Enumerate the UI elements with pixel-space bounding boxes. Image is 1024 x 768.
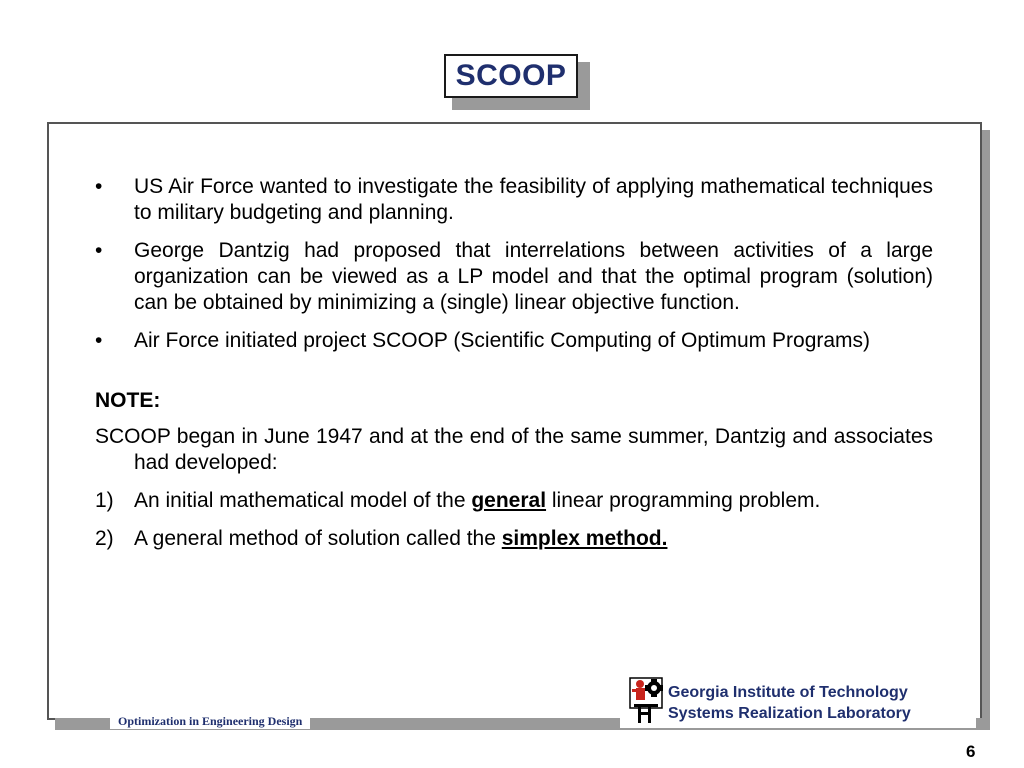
note-intro: SCOOP began in June 1947 and at the end of the same summer, Dantzig and associates had developed: [95, 425, 933, 474]
gear-figure-logo-icon [624, 674, 668, 733]
course-name: Optimization in Engineering Design [110, 714, 310, 729]
bullet-marker: • [95, 175, 103, 198]
item-text-before: A general method of solution called the [134, 527, 502, 550]
numbered-item [95, 488, 933, 514]
item-text-after: linear programming problem. [546, 489, 821, 512]
bullet-text: US Air Force wanted to investigate the feasibility of applying mathematical techniques to military budgeting and planning. [134, 175, 933, 224]
institute-logo-block [620, 674, 976, 728]
bullet-marker: • [95, 329, 103, 352]
bullet-item [95, 328, 933, 354]
emphasis-simplex-method: simplex method. [501, 527, 668, 550]
numbered-item [95, 526, 933, 552]
bullet-item [95, 238, 933, 316]
bullet-text: Air Force initiated project SCOOP (Scientific Computing of Optimum Programs) [134, 329, 871, 352]
bullet-marker: • [95, 239, 103, 262]
item-number: 1) [95, 489, 114, 512]
item-text-before: An initial mathematical model of the [134, 489, 472, 512]
institute-name [668, 682, 911, 724]
slide-title: SCOOP [444, 54, 578, 98]
bullet-item [95, 174, 933, 226]
bullet-text: George Dantzig had proposed that interrelations between activities of a large organization can be viewed as a LP model and that the optimal program (solution) can be obtained by minimizing a (single) linear objective function. [134, 239, 933, 314]
institute-line-1: Georgia Institute of Technology [668, 684, 908, 701]
page-number: 6 [966, 742, 976, 761]
item-number: 2) [95, 527, 114, 550]
slide-body [95, 174, 933, 564]
emphasis-general: general [471, 489, 547, 512]
note-heading: NOTE: [95, 389, 161, 412]
institute-line-2: Systems Realization Laboratory [668, 705, 911, 722]
